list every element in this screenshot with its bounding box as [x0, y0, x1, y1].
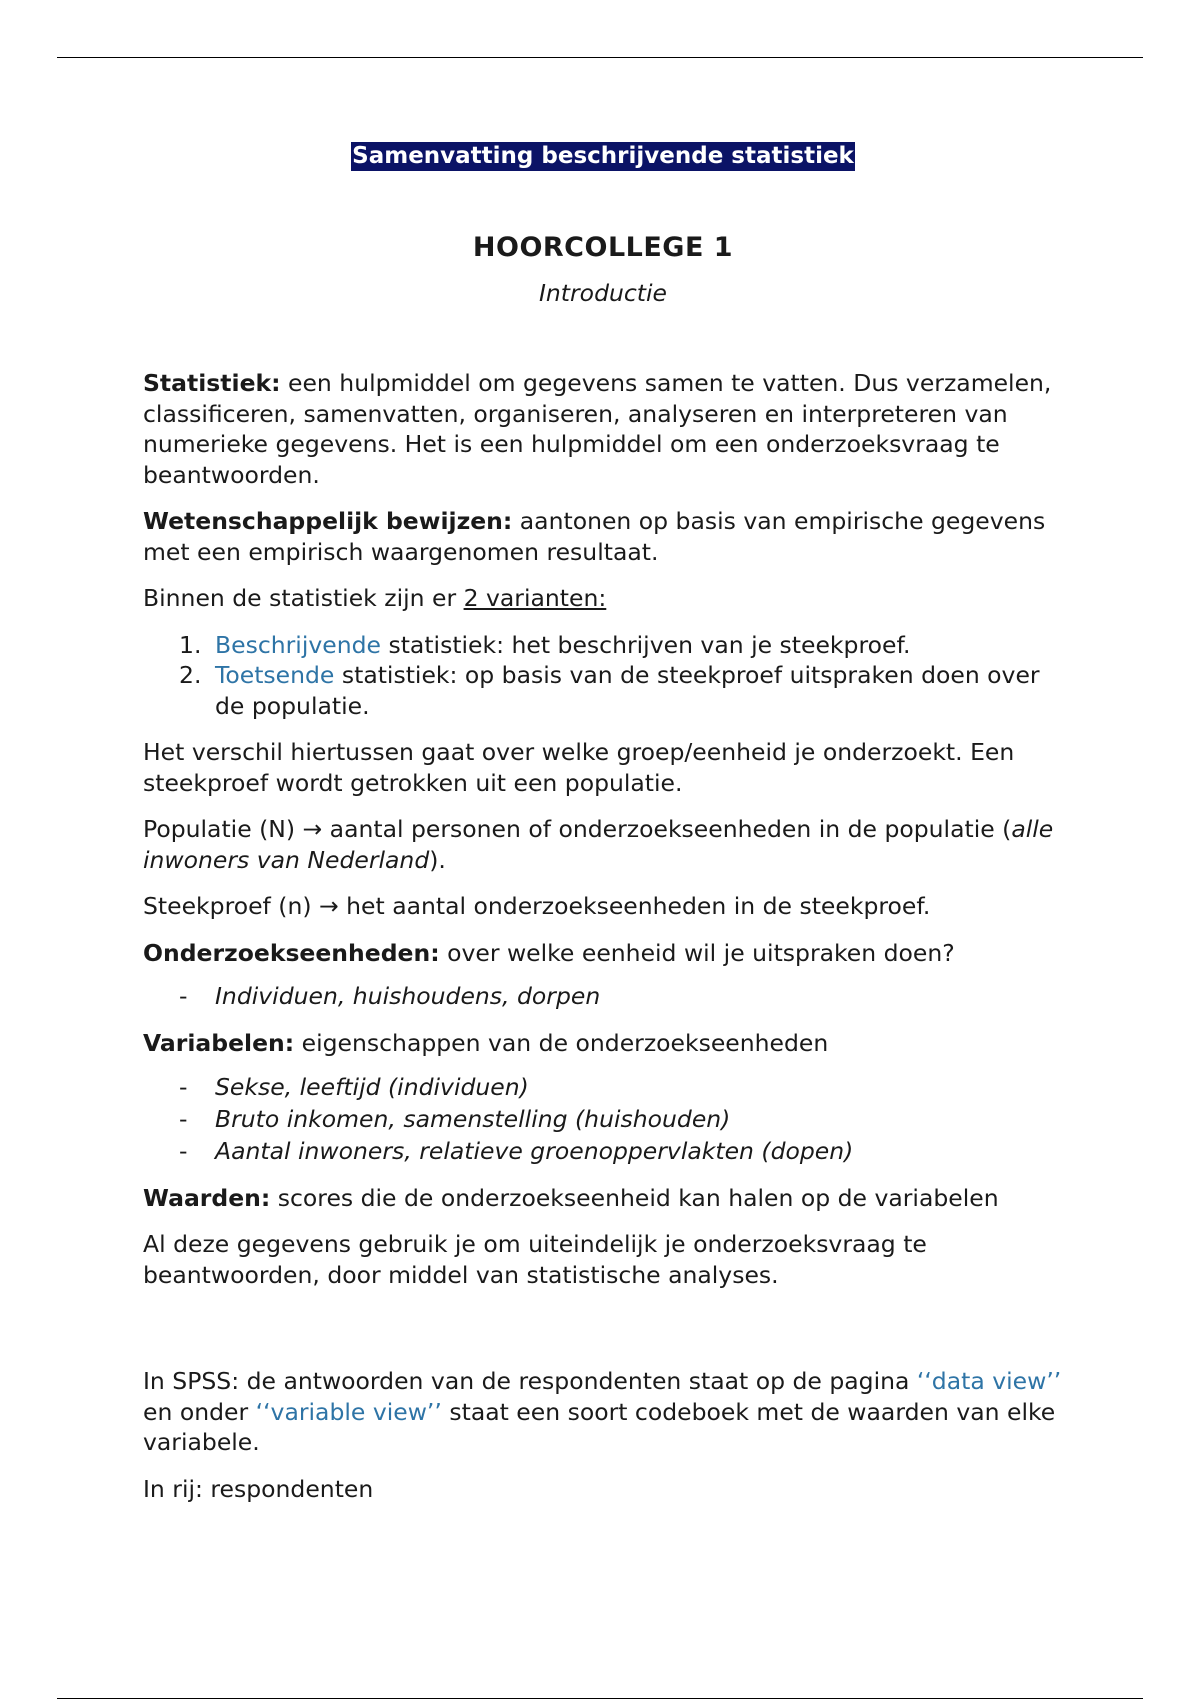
variant-link-beschrijvende[interactable]: Beschrijvende: [215, 630, 381, 659]
underlined-varianten: 2 varianten:: [463, 584, 607, 612]
text-varianten-intro: Binnen de statistiek zijn er: [143, 584, 464, 612]
variant-link-toetsende[interactable]: Toetsende: [215, 661, 335, 689]
dash-marker: -: [179, 1104, 188, 1133]
list-item: [143, 1103, 1063, 1135]
term-statistiek: Statistiek:: [143, 369, 281, 397]
term-waarden: Waarden:: [143, 1183, 271, 1212]
list-item-text: Bruto inkomen, samenstelling (huishouden): [215, 1104, 731, 1133]
term-bewijzen: Wetenschappelijk bewijzen:: [143, 507, 513, 535]
paragraph-varianten-intro: [143, 583, 1063, 614]
paragraph-variabelen: [143, 1028, 1063, 1059]
paragraph-populatie: [143, 814, 1063, 875]
list-item-text: Individuen, huishoudens, dorpen: [215, 982, 601, 1010]
list-item-text: Sekse, leeftijd (individuen): [215, 1072, 529, 1101]
document-title: Samenvatting beschrijvende statistiek: [352, 143, 854, 169]
text-waarden: scores die de onderzoekseenheid kan halen op de variabelen: [270, 1183, 999, 1212]
text-statistiek: een hulpmiddel om gegevens samen te vatten. Dus verzamelen, classificeren, samenvatten, organiseren, analyseren en interpreteren van numerieke gegevens. Het is een hulpmiddel om een onderzoeksvraag te beantwoorden.: [143, 369, 1052, 489]
text-bewijzen: aantonen op basis van empirische gegevens met een empirisch waargenomen resultaat.: [143, 507, 1046, 566]
text-spss-3: staat een soort codeboek met de waarden van elke variabele.: [143, 1397, 1056, 1456]
paragraph-verschil: Het verschil hiertussen gaat over welke groep/eenheid je onderzoekt. Een steekproef wordt getrokken uit een populatie.: [143, 738, 1015, 797]
list-item-text: Aantal inwoners, relatieve groenoppervlakten (dopen): [215, 1136, 854, 1165]
paragraph-spss: [143, 1366, 1063, 1458]
term-onderzoekseenheden: Onderzoekseenheden:: [143, 938, 440, 967]
text-spss-2: en onder: [143, 1397, 256, 1426]
text-populatie-end: ).: [429, 845, 446, 874]
dash-marker: -: [179, 982, 188, 1010]
list-number: 1.: [179, 630, 202, 659]
term-variabelen: Variabelen:: [143, 1029, 295, 1057]
text-spss-1: In SPSS: de antwoorden van de respondenten staat op de pagina: [143, 1367, 917, 1395]
list-item: [143, 1135, 1063, 1167]
paragraph-statistiek: [143, 368, 1063, 490]
lecture-heading: HOORCOLLEGE 1: [472, 232, 734, 263]
list-item: [143, 1071, 1063, 1103]
paragraph-steekproef: Steekproef (n) → het aantal onderzoekseenheden in de steekproef.: [143, 892, 931, 920]
variant-text: statistiek: het beschrijven van je steekproef.: [381, 630, 911, 659]
link-data-view[interactable]: ‘‘data view’’: [916, 1367, 1062, 1395]
footer-rule: [57, 1698, 1143, 1699]
list-number: 2.: [179, 661, 202, 689]
text-variabelen: eigenschappen van de onderzoekseenheden: [294, 1029, 829, 1057]
variants-list: [143, 630, 1063, 722]
text-populatie: Populatie (N) → aantal personen of onderzoekseenheden in de populatie (: [143, 815, 1012, 843]
header-rule: [57, 57, 1143, 58]
onderzoekseenheden-list: [143, 980, 1063, 1012]
paragraph-rij: In rij: respondenten: [143, 1474, 374, 1503]
paragraph-waarden: [143, 1183, 1063, 1214]
title-wrap: [143, 140, 1063, 180]
italic-populatie: alle inwoners van Nederland: [143, 815, 1054, 874]
link-variable-view[interactable]: ‘‘variable view’’: [255, 1397, 442, 1426]
list-item: [143, 630, 1063, 661]
spacer: [143, 1306, 1063, 1366]
paragraph-bewijzen: [143, 506, 1063, 567]
paragraph-gegevens: Al deze gegevens gebruik je om uiteindelijk je onderzoeksvraag te beantwoorden, door middel van statistische analyses.: [143, 1230, 927, 1289]
lecture-subheading: Introductie: [538, 279, 667, 307]
paragraph-onderzoekseenheden: [143, 938, 1063, 969]
list-item: [143, 660, 1063, 721]
document-body: [143, 140, 1063, 1520]
variabelen-list: [143, 1071, 1063, 1167]
list-item: [143, 980, 1063, 1012]
text-onderzoekseenheden: over welke eenheid wil je uitspraken doen?: [439, 938, 955, 967]
variant-text: statistiek: op basis van de steekproef uitspraken doen over de populatie.: [215, 661, 1040, 720]
dash-marker: -: [179, 1072, 188, 1101]
dash-marker: -: [179, 1136, 188, 1165]
